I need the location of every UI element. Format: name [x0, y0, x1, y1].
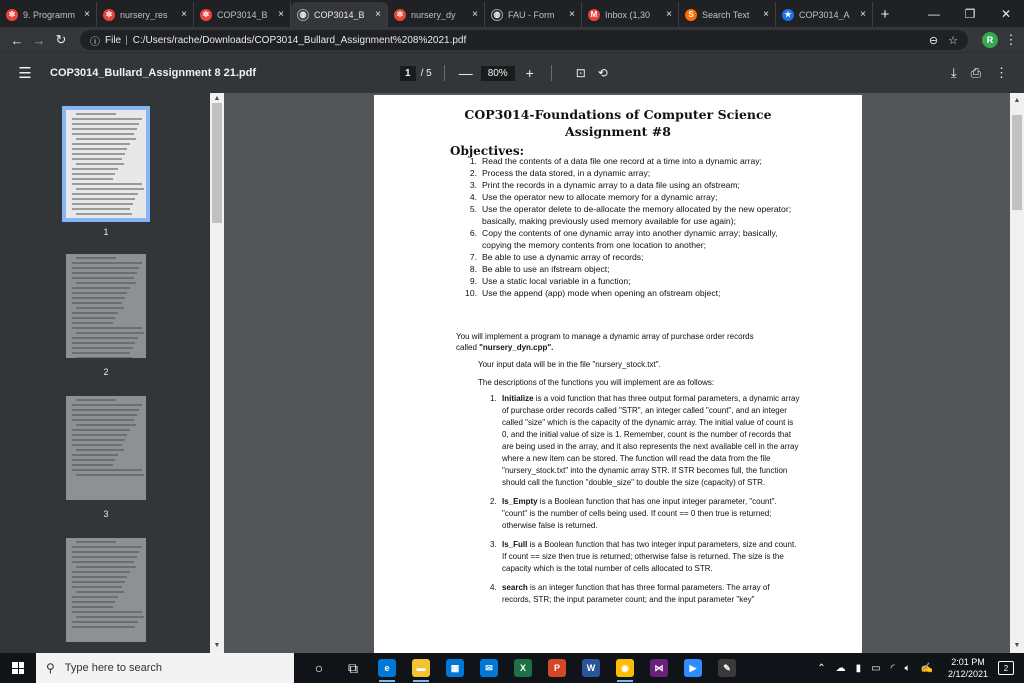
tab-label: 9. Programm [23, 9, 76, 20]
toolbar-divider [551, 65, 552, 81]
objective-text: Copy the contents of one dynamic array into another dynamic array; basically, copying the memory contents from one location to another; [482, 228, 778, 250]
objective-text: Be able to use an ifstream object; [482, 264, 610, 274]
reload-icon[interactable]: ↻ [55, 32, 67, 47]
download-icon[interactable]: ⤓ [950, 65, 957, 80]
objective-number: 4. [469, 192, 477, 202]
zoom-in-button[interactable]: + [525, 65, 534, 81]
tray-chevron-icon[interactable]: ⌃ [817, 662, 826, 674]
thumbnail-text-line [76, 257, 116, 259]
thumbnail-text-line [72, 317, 115, 319]
function-item [490, 582, 800, 606]
function-number: 1. [490, 394, 497, 403]
thumbnail-text-line [72, 469, 142, 471]
tab-label: COP3014_B [217, 9, 268, 20]
thumbnail-text-line [72, 546, 142, 548]
thumbnail-text-line [72, 434, 127, 436]
thumbnail-text-line [72, 601, 115, 603]
tab-close-icon[interactable]: × [569, 9, 575, 20]
scroll-up-arrow-icon[interactable]: ▲ [213, 95, 221, 102]
thumbnail-page-number: 3 [103, 509, 109, 519]
thumbnail-page-number: 2 [103, 367, 109, 377]
thumbnail-text-line [76, 424, 136, 426]
total-pages: 5 [426, 67, 432, 79]
browser-toolbar [0, 27, 1024, 53]
search-placeholder: Type here to search [64, 662, 163, 674]
url-separator: | [125, 34, 128, 46]
intro-line-2 [456, 342, 816, 353]
function-name: search [502, 583, 528, 592]
thumbnail-text-line [76, 113, 116, 115]
intro-paragraph [456, 331, 816, 353]
thumbnail-text-line [72, 173, 115, 175]
objectives-list [462, 155, 792, 299]
tab-close-icon[interactable]: × [278, 9, 284, 20]
objective-number: 8. [469, 264, 477, 274]
pdf-page [374, 95, 862, 653]
mail-icon: M [588, 9, 600, 21]
globe-icon: ◍ [491, 9, 503, 21]
objective-number: 9. [469, 276, 477, 286]
browser-menu-icon[interactable]: ⋮ [1004, 32, 1018, 47]
window-controls [916, 0, 1024, 27]
star-icon: ★ [782, 9, 794, 21]
cortana-icon: ○ [314, 660, 324, 676]
objective-item [462, 275, 792, 287]
objective-text: Process the data stored, in a dynamic array; [482, 168, 651, 178]
scroll-down-arrow-icon[interactable]: ▼ [213, 642, 221, 649]
thumbnail-text-line [72, 198, 135, 200]
function-number: 4. [490, 583, 497, 592]
thumbnail-text-line [72, 183, 142, 185]
objective-text: Use the operator delete to de-allocate the memory allocated by the new operator; basically, making previously used memory available for use again); [482, 204, 792, 226]
thumbnail-text-line [76, 474, 144, 476]
rotate-icon[interactable]: ⟲ [597, 66, 608, 80]
doc-scroll-down-icon[interactable]: ▼ [1013, 642, 1021, 649]
tab-strip [0, 0, 1024, 27]
thumbnail-text-line [76, 399, 116, 401]
thumbnail-text-line [72, 193, 138, 195]
objective-number: 1. [469, 156, 477, 166]
thumbnail-text-line [72, 178, 113, 180]
thumbnail-text-line [72, 123, 139, 125]
objective-item [462, 287, 792, 299]
function-description [502, 393, 800, 489]
tab-close-icon[interactable]: × [84, 9, 90, 20]
thumbnail-text-line [76, 307, 124, 309]
thumbnail-text-line [72, 459, 115, 461]
page-thumbnail[interactable] [66, 254, 146, 358]
thumbnail-text-line [76, 449, 124, 451]
word-taskbar-button[interactable] [574, 653, 608, 683]
globe-icon: ◍ [297, 9, 309, 21]
thumbnail-text-line [72, 419, 134, 421]
objective-number: 6. [469, 228, 477, 238]
function-text: is a Boolean function that has two integer input parameters, size and count. If count == size then true is returned; otherwise false is returned. The size is the capacity which is the total number of cells allocated to STR. [502, 540, 797, 573]
thumbnail-text-line [76, 566, 136, 568]
thumbnail-text-line [72, 596, 118, 598]
profile-avatar[interactable]: R [982, 32, 998, 48]
objective-text: Read the contents of a data file one record at a time into a dynamic array; [482, 156, 762, 166]
thumbnail-text-line [72, 611, 142, 613]
thumbnail-text-line [72, 272, 137, 274]
thumbnail-text-line [72, 347, 133, 349]
objective-item [462, 203, 792, 227]
thumbnail-text-line [72, 312, 118, 314]
functions-list [490, 393, 800, 613]
restore-button[interactable]: ❐ [964, 6, 976, 21]
program-name: "nursery_dyn.cpp". [479, 343, 554, 352]
thumbnail-text-line [72, 168, 118, 170]
objective-number: 7. [469, 252, 477, 262]
visual-studio-icon: ⋈ [650, 659, 668, 677]
tab-label: COP3014_A [799, 9, 850, 20]
thumbnail-text-line [72, 148, 127, 150]
new-tab-button[interactable]: + [880, 6, 890, 23]
info-icon[interactable]: ⓘ [90, 36, 100, 48]
notes-taskbar-button[interactable] [710, 653, 744, 683]
start-button[interactable] [0, 653, 36, 683]
store-taskbar-button[interactable] [438, 653, 472, 683]
objective-item [462, 251, 792, 263]
thumbnail-text-line [72, 586, 122, 588]
task-view-taskbar-button[interactable] [336, 653, 370, 683]
print-icon[interactable]: ⎙ [970, 65, 981, 80]
descriptions-line: The descriptions of the functions you will implement are as follows: [478, 378, 715, 387]
tab-label: nursery_res [120, 9, 168, 20]
thumbnail-text-line [72, 561, 134, 563]
thumbnail-text-line [72, 158, 122, 160]
toolbar-divider [444, 65, 445, 81]
thumbnail-text-line [76, 541, 116, 543]
thumbnail-text-line [72, 414, 137, 416]
thumbnail-text-line [72, 626, 135, 628]
objective-item [462, 155, 792, 167]
thumbnail-text-line [76, 357, 132, 358]
powerpoint-taskbar-button[interactable] [540, 653, 574, 683]
chrome-icon: ◉ [616, 659, 634, 677]
tab-close-icon[interactable]: × [666, 9, 672, 20]
browser-tab[interactable] [388, 2, 485, 27]
file-explorer-icon: ▬ [412, 659, 430, 677]
browser-tab[interactable] [194, 2, 291, 27]
tab-close-icon[interactable]: × [860, 9, 866, 20]
objective-text: Use a static local variable in a function; [482, 276, 631, 286]
tab-label: COP3014_B [314, 9, 365, 20]
current-page-input[interactable]: 1 [400, 66, 416, 81]
function-description [502, 496, 800, 532]
file-explorer-taskbar-button[interactable] [404, 653, 438, 683]
thumbnail-text-line [72, 153, 125, 155]
zoom-icon[interactable]: ⊖ [928, 34, 939, 47]
windows-logo-icon [12, 662, 24, 674]
thumbnail-text-line [76, 213, 132, 215]
thumbnail-text-line [72, 439, 125, 441]
objective-item [462, 263, 792, 275]
objective-text: Be able to use a dynamic array of records; [482, 252, 644, 262]
thumbnail-text-line [72, 292, 127, 294]
powerpoint-icon: P [548, 659, 566, 677]
taskbar-apps [302, 653, 744, 683]
objective-number: 3. [469, 180, 477, 190]
zoom-taskbar-button[interactable] [676, 653, 710, 683]
hamburger-menu-icon[interactable]: ☰ [18, 65, 32, 82]
edge-icon: e [378, 659, 396, 677]
objective-number: 2. [469, 168, 477, 178]
clock-time: 2:01 PM [951, 657, 985, 667]
search-icon: S [685, 9, 697, 21]
bookmark-star-icon[interactable]: ☆ [948, 34, 958, 47]
tab-close-icon[interactable]: × [763, 9, 769, 20]
objectives-heading: Objectives: [450, 144, 525, 158]
function-text: is a Boolean function that has one input integer parameter, "count". "count" is the number of cells being used. If count == 0 then true is returned; otherwise false is returned. [502, 497, 777, 530]
objective-number: 5. [469, 204, 477, 214]
search-icon: ⚲ [46, 661, 55, 675]
thumbnail-text-line [72, 267, 139, 269]
clock[interactable] [948, 656, 988, 680]
thumbnail-text-line [72, 454, 118, 456]
intro-line-1: You will implement a program to manage a dynamic array of purchase order records [456, 332, 754, 341]
tab-close-icon[interactable]: × [472, 9, 478, 20]
tab-label: nursery_dy [411, 9, 456, 20]
thumbnail-text-line [72, 404, 142, 406]
thumbnail-text-line [72, 581, 125, 583]
page-indicator [400, 66, 432, 81]
page-thumbnail[interactable] [66, 396, 146, 500]
objective-text: Print the records in a dynamic array to a data file using an ofstream; [482, 180, 740, 190]
forward-icon[interactable]: → [32, 32, 46, 48]
edge-taskbar-button[interactable] [370, 653, 404, 683]
system-tray [812, 653, 1024, 683]
function-name: Is_Empty [502, 497, 538, 506]
thumbnail-text-line [72, 322, 113, 324]
thumbnail-text-line [76, 188, 144, 190]
thumbnail-text-line [72, 571, 130, 573]
input-file-line: Your input data will be in the file "nursery_stock.txt". [478, 360, 661, 369]
browser-tab[interactable] [776, 2, 873, 27]
fit-page-icon[interactable]: ⊡ [575, 66, 586, 80]
thumbnail-text-line [72, 576, 127, 578]
gear-icon: ✲ [394, 9, 406, 21]
excel-icon: X [514, 659, 532, 677]
thumbnail-text-line [72, 556, 137, 558]
tab-close-icon[interactable]: × [181, 9, 187, 20]
taskbar [0, 653, 1024, 683]
thumbnail-text-line [72, 444, 122, 446]
objective-item [462, 227, 792, 251]
excel-taskbar-button[interactable] [506, 653, 540, 683]
thumbnail-text-line [72, 277, 134, 279]
onedrive-icon[interactable]: ☁ [835, 662, 846, 674]
chrome-taskbar-button[interactable] [608, 653, 642, 683]
tab-label: Inbox (1,30 [605, 9, 651, 20]
page-separator: / [420, 67, 424, 79]
thumbnail-text-line [72, 551, 139, 553]
function-number: 2. [490, 497, 497, 506]
thumbnail-text-line [72, 118, 142, 120]
browser-tab[interactable] [485, 2, 582, 27]
gear-icon: ✲ [200, 9, 212, 21]
pdf-more-icon[interactable]: ⋮ [995, 65, 1008, 80]
browser-tab[interactable] [679, 2, 776, 27]
thumbnail-text-line [72, 203, 133, 205]
thumbnail-text-line [72, 327, 142, 329]
objective-text: Use the append (app) mode when opening an ofstream object; [482, 288, 721, 298]
taskbar-search[interactable] [36, 653, 294, 683]
function-item [490, 393, 800, 489]
function-description [502, 582, 800, 606]
zoom-icon: ▶ [684, 659, 702, 677]
objective-number: 10. [465, 288, 477, 298]
thumbnail-page-number: 1 [103, 227, 109, 237]
visual-studio-taskbar-button[interactable] [642, 653, 676, 683]
document-title: COP3014-Foundations of Computer Science [464, 107, 772, 122]
function-description [502, 539, 800, 575]
thumbnail-text-line [72, 409, 139, 411]
intro-prefix: called [456, 343, 480, 352]
task-view-icon: ⧉ [348, 659, 358, 676]
thumbnail-text-line [72, 429, 130, 431]
thumbnail-text-line [76, 163, 124, 165]
function-name: Is_Full [502, 540, 528, 549]
tab-label: FAU - Form [508, 9, 555, 20]
thumbnail-text-line [72, 128, 137, 130]
thumbnail-text-line [76, 616, 144, 618]
thumbnail-text-line [72, 606, 113, 608]
pdf-title: COP3014_Bullard_Assignment 8 21.pdf [50, 67, 257, 79]
objective-text: Use the operator new to allocate memory for a dynamic array; [482, 192, 718, 202]
thumbnail-text-line [72, 621, 138, 623]
address-bar[interactable] [80, 30, 968, 50]
thumbnail-text-line [72, 337, 138, 339]
thumbnail-text-line [72, 133, 134, 135]
thumbnail-text-line [72, 464, 113, 466]
minimize-button[interactable]: — [928, 6, 940, 21]
objective-item [462, 179, 792, 191]
battery-icon[interactable]: ▭ [871, 662, 881, 674]
cortana-taskbar-button[interactable] [302, 653, 336, 683]
store-icon: ▦ [446, 659, 464, 677]
notes-icon: ✎ [718, 659, 736, 677]
thumbnail-sidebar [0, 93, 224, 653]
word-icon: W [582, 659, 600, 677]
pdf-toolbar [0, 53, 1024, 93]
function-text: is a void function that has three output formal parameters, a dynamic array of purchase order records called "STR", an integer called "count", and an integer called "size" which is the capacity of the dynamic array. The initial value of count is 0, and the initial value of size is 1. Remember, count is the number of records that are being used in the array, and it also represents the next available cell in the array where a new item can be stored. The function will read the data from the file "nursery_stock.txt" into the dynamic array STR. If STR becomes full, the function should call the function "double_size" to double the size (capacity) of STR. [502, 394, 800, 487]
wifi-icon[interactable]: ◜ [890, 662, 895, 674]
thumbnail-text-line [72, 342, 135, 344]
gear-icon: ✲ [103, 9, 115, 21]
doc-scroll-up-icon[interactable]: ▲ [1013, 97, 1021, 104]
page-thumbnail[interactable] [66, 538, 146, 642]
mail-icon: ✉ [480, 659, 498, 677]
function-name: Initialize [502, 394, 534, 403]
browser-tab[interactable] [97, 2, 194, 27]
document-scroll-thumb[interactable] [1012, 115, 1022, 210]
thumbnail-text-line [76, 591, 124, 593]
browser-tab[interactable] [291, 2, 388, 27]
mail-taskbar-button[interactable] [472, 653, 506, 683]
gear-icon: ✲ [6, 9, 18, 21]
thumbnail-text-line [72, 302, 122, 304]
function-number: 3. [490, 540, 497, 549]
usb-icon[interactable]: ▮ [855, 662, 862, 674]
thumbnail-text-line [76, 332, 144, 334]
notification-center-icon[interactable]: 2 [998, 661, 1014, 675]
thumbnail-text-line [72, 287, 130, 289]
thumbnail-text-line [72, 143, 130, 145]
objective-item [462, 167, 792, 179]
function-text: is an integer function that has three formal parameters. The array of records, STR; the input parameter count; and the input parameter "key" [502, 583, 770, 604]
document-viewport [224, 93, 1010, 653]
zoom-out-button[interactable]: — [458, 65, 473, 81]
function-item [490, 539, 800, 575]
sidebar-scroll-thumb[interactable] [212, 103, 222, 223]
close-window-button[interactable]: ✕ [1000, 6, 1012, 21]
clock-date: 2/12/2021 [947, 669, 988, 679]
thumbnail-text-line [76, 138, 136, 140]
tab-label: Search Text [702, 9, 750, 20]
browser-tab[interactable] [582, 2, 679, 27]
tab-close-icon[interactable]: × [375, 9, 381, 20]
thumbnail-text-line [72, 297, 125, 299]
thumbnail-text-line [72, 262, 142, 264]
browser-tab[interactable] [0, 2, 97, 27]
thumbnail-text-line [72, 208, 130, 210]
back-icon[interactable]: ← [10, 32, 24, 48]
thumbnail-text-line [72, 352, 130, 354]
document-subtitle: Assignment #8 [565, 124, 671, 139]
zoom-level-input[interactable]: 80% [481, 66, 515, 81]
url-scheme: File [105, 34, 122, 46]
thumbnail-text-line [76, 282, 136, 284]
page-thumbnail[interactable] [66, 110, 146, 218]
objective-item [462, 191, 792, 203]
volume-icon[interactable]: 🔈︎ [904, 662, 911, 674]
pen-icon[interactable]: ✍ [920, 662, 933, 674]
url-text[interactable]: C:/Users/rache/Downloads/COP3014_Bullard_Assignment%208%2021.pdf [132, 34, 467, 46]
function-item [490, 496, 800, 532]
